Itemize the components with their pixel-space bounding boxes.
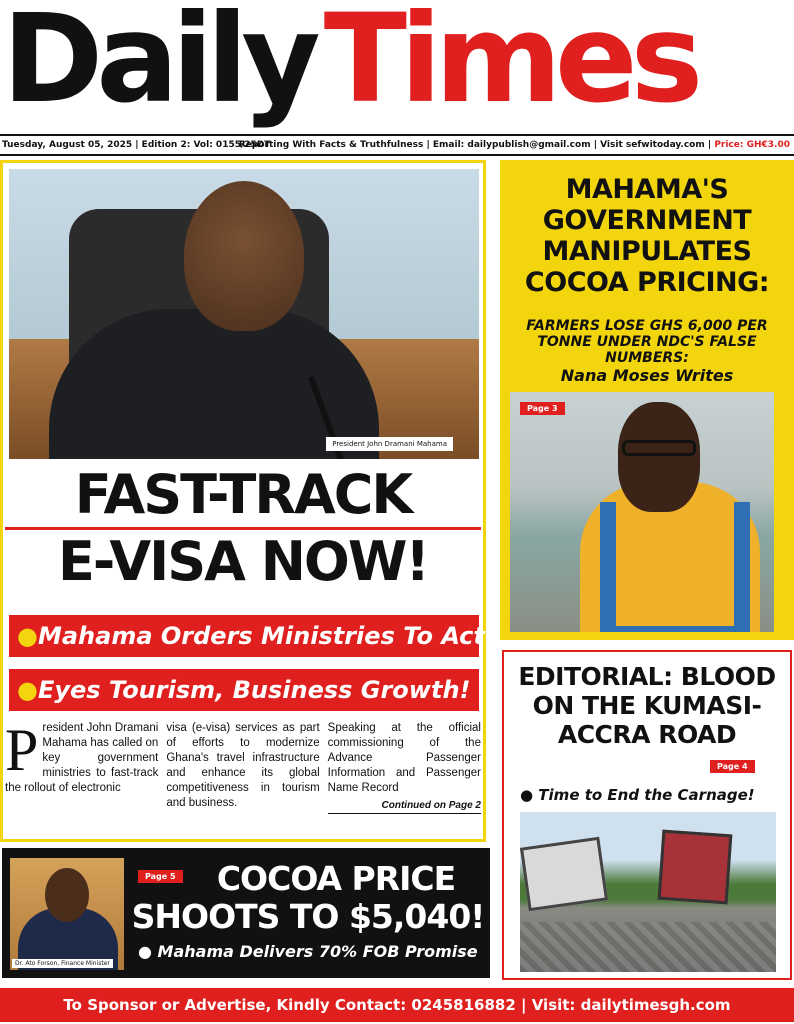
byline: Nana Moses Writes — [560, 366, 734, 385]
editorial-story — [502, 650, 792, 980]
president-photo — [9, 169, 479, 459]
minister-photo — [10, 858, 124, 970]
accident-photo — [520, 812, 776, 972]
photo-face — [618, 402, 700, 512]
body-column-3-text: Speaking at the official commissioning of the Advance Passenger Information and Passenger Name Record — [327, 722, 481, 794]
page-tag: Page 3 — [520, 402, 565, 415]
issue-date-edition: Tuesday, August 05, 2025 | Edition 2: Vol: 0155/25DT — [2, 140, 271, 150]
lead-headline — [5, 463, 481, 594]
page-tag: Page 4 — [710, 760, 755, 773]
cocoa-price-headline-line2: SHOOTS TO $5,040! — [131, 897, 485, 936]
photo-caption: President John Dramani Mahama — [326, 437, 453, 451]
writer-photo — [510, 392, 774, 632]
photo-tanker — [520, 837, 608, 912]
continued-link: Continued on Page 2 — [328, 798, 481, 814]
drop-cap: P — [5, 717, 39, 783]
editorial-headline: EDITORIAL: BLOOD ON THE KUMASI-ACCRA ROAD — [518, 662, 776, 749]
lead-body-text — [5, 717, 481, 833]
lead-headline-line2: E-VISA NOW! — [57, 530, 429, 593]
bullet-text: Eyes Tourism, Business Growth! — [37, 676, 471, 704]
photo-bus — [658, 830, 733, 905]
cocoa-price-subheadline: ● Mahama Delivers 70% FOB Promise — [138, 942, 478, 961]
contact-text: Reporting With Facts & Truthfulness | Email: dailypublish@gmail.com | Visit sefwitoday.com | — [238, 140, 712, 150]
glasses-icon — [622, 440, 696, 456]
newspaper-title — [2, 0, 697, 130]
title-word-daily: Daily — [2, 0, 314, 130]
lead-bullet-1 — [9, 615, 485, 657]
body-column-1-text: resident John Dramani Mahama has called on key government ministries to fast-track the rollout of electronic — [5, 722, 159, 794]
advertise-footer: To Sponsor or Advertise, Kindly Contact: 0245816882 | Visit: dailytimesgh.com — [0, 988, 794, 1022]
price-label: Price: GH€3.00 — [714, 140, 790, 150]
cocoa-pricing-story — [500, 160, 794, 640]
bullet-icon: ● — [17, 676, 38, 704]
editorial-subheadline: ● Time to End the Carnage! — [520, 786, 755, 804]
bullet-icon: ● — [17, 622, 38, 650]
title-word-times: Times — [323, 0, 697, 130]
lead-bullet-2 — [9, 669, 479, 711]
lead-story — [0, 160, 486, 842]
page-tag: Page 5 — [138, 870, 183, 883]
photo-vest — [600, 502, 750, 632]
info-bar — [0, 134, 794, 156]
photo-face — [45, 868, 89, 922]
body-column-2: visa (e-visa) services as part of efforts to modernize Ghana's travel infrastructure and enhance its global competitiveness in tourism and business. — [166, 722, 320, 809]
cocoa-pricing-subheadline: FARMERS LOSE GHS 6,000 PER TONNE UNDER NDC'S FALSE NUMBERS: — [526, 318, 768, 366]
masthead — [0, 0, 794, 150]
photo-head — [184, 181, 304, 331]
photo-debris — [520, 922, 776, 972]
bullet-text: Mahama Orders Ministries To Act — [37, 622, 485, 650]
lead-headline-line1: FAST-TRACK — [5, 463, 481, 530]
photo-caption: Dr. Ato Forson, Finance Minister — [12, 959, 113, 968]
cocoa-price-story — [2, 848, 490, 978]
cocoa-price-headline-line1: COCOA PRICE — [216, 859, 456, 898]
body-column-3 — [328, 721, 481, 833]
contact-info — [239, 140, 790, 150]
cocoa-price-headline — [130, 860, 486, 936]
cocoa-pricing-headline: MAHAMA'S GOVERNMENT MANIPULATES COCOA PRICING: — [524, 174, 770, 298]
body-column-1 — [5, 717, 159, 833]
